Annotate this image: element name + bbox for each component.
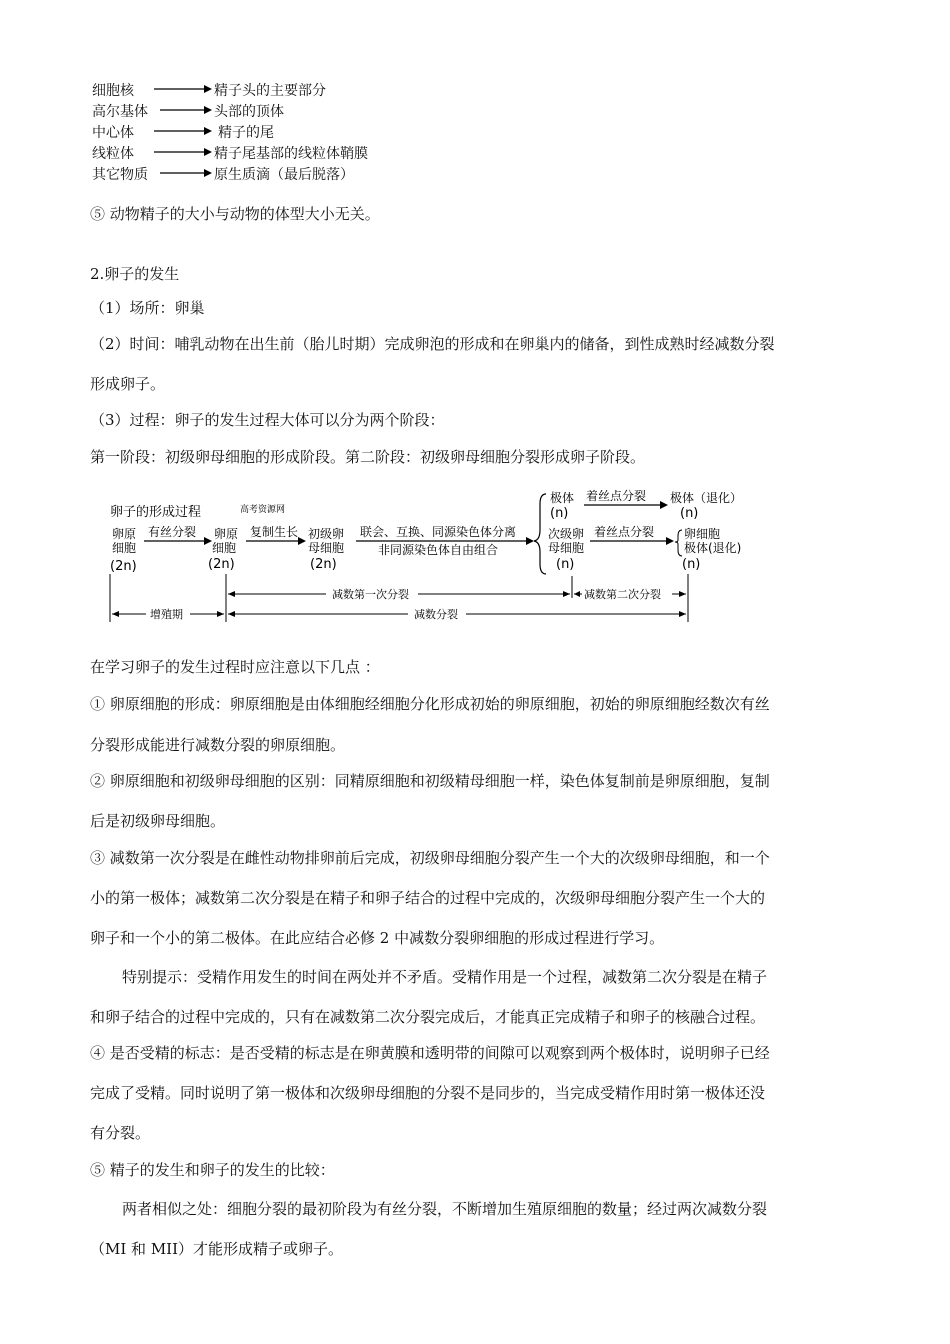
primary-oocyte-label-a: 初级卵: [308, 527, 345, 541]
proliferation-label: 增殖期: [150, 608, 183, 621]
arrow-icon: [158, 101, 212, 117]
oogonium1-label-a: 卵原: [112, 527, 137, 541]
section2-heading: 2.卵子的发生: [90, 265, 180, 283]
arrow-icon: [666, 537, 674, 545]
watermark-text: 高考资源网: [240, 505, 286, 515]
branch-brace: [534, 494, 546, 574]
item2-time-line1: （2）时间：哺乳动物在出生前（胎儿时期）完成卵泡的形成和在卵巢内的储备，到性成熟时经减数分裂: [90, 335, 775, 353]
mapping-target: 精子尾基部的线粒体鞘膜: [214, 146, 368, 162]
meiosis1-top-label: 联会、互换、同源染色体分离: [360, 525, 517, 539]
mapping-target: 精子头的主要部分: [214, 83, 326, 99]
note4-line3: 有分裂。: [90, 1124, 151, 1142]
oogonium2-label-b: 细胞: [212, 541, 237, 555]
oogonium1-label-b: 细胞: [112, 541, 137, 555]
mapping-source: 中心体: [92, 125, 134, 141]
mapping-target: 原生质滴（最后脱落）: [214, 167, 354, 183]
growth-label: 复制生长: [250, 525, 299, 539]
notes-intro: 在学习卵子的发生过程时应注意以下几点 ：: [90, 658, 380, 676]
result-brace: [675, 530, 682, 556]
arrow-icon: [526, 537, 534, 545]
oogonium2-label-a: 卵原: [214, 527, 239, 541]
two-stages: 第一阶段：初级卵母细胞的形成阶段。第二阶段：初级卵母细胞分裂形成卵子阶段。: [90, 448, 646, 466]
arrow-icon: [152, 122, 212, 138]
similarity-line1: 两者相似之处：细胞分裂的最初阶段为有丝分裂，不断增加生殖原细胞的数量；经过两次减数分裂: [122, 1200, 768, 1218]
meiosis-label: 减数分裂: [414, 608, 458, 621]
primary-oocyte-label-b: 母细胞: [308, 541, 345, 555]
mapping-target: 头部的顶体: [214, 104, 284, 120]
mapping-target: 精子的尾: [218, 125, 274, 141]
item3-process: （3）过程：卵子的发生过程大体可以分为两个阶段：: [90, 411, 445, 429]
secondary-oocyte-label-b: 母细胞: [548, 541, 585, 555]
note3-line1: ③ 减数第一次分裂是在雌性动物排卵前后完成，初级卵母细胞分裂产生一个大的次级卵母细胞，和一个: [90, 849, 770, 867]
centromere-split-label-1: 着丝点分裂: [586, 489, 647, 503]
note4-line2: 完成了受精。同时说明了第一极体和次级卵母细胞的分裂不是同步的，当完成受精作用时第一极体还没: [90, 1084, 766, 1102]
egg-ploidy: (n): [682, 557, 701, 572]
item1-location: （1）场所：卵巢: [90, 299, 205, 317]
oogonium2-ploidy: (2n): [208, 557, 235, 572]
arrow-icon: [298, 537, 306, 545]
note2-line1: ② 卵原细胞和初级卵母细胞的区别：同精原细胞和初级精母细胞一样，染色体复制前是卵原细胞，复制: [90, 772, 770, 790]
secondary-oocyte-label-a: 次级卵: [548, 527, 585, 541]
note4-line1: ④ 是否受精的标志：是否受精的标志是在卵黄膜和透明带的间隙可以观察到两个极体时，说明卵子已经: [90, 1044, 770, 1062]
polar-body-ploidy: (n): [550, 506, 569, 521]
note3-line2: 小的第一极体；减数第二次分裂是在精子和卵子结合的过程中完成的，次级卵母细胞分裂产生一个大的: [90, 889, 766, 907]
centromere-split-label-2: 着丝点分裂: [594, 525, 655, 539]
oogonium1-ploidy: (2n): [110, 559, 137, 574]
polar-degenerate-label-2: 极体(退化): [684, 541, 742, 555]
note1-line2: 分裂形成能进行减数分裂的卵原细胞。: [90, 736, 346, 754]
arrow-icon: [152, 80, 212, 96]
note3-line3: 卵子和一个小的第二极体。在此应结合必修 2 中减数分裂卵细胞的形成过程进行学习。: [90, 929, 665, 947]
secondary-oocyte-ploidy: (n): [556, 557, 575, 572]
special-tip-line1: 特别提示：受精作用发生的时间在两处并不矛盾。受精作用是一个过程，减数第二次分裂是在精子: [122, 968, 768, 986]
mitosis-label: 有丝分裂: [148, 525, 197, 539]
note5-comparison: ⑤ 精子的发生和卵子的发生的比较：: [90, 1161, 335, 1179]
similarity-line2: （MI 和 MII）才能形成精子或卵子。: [90, 1240, 344, 1258]
polar-body-label: 极体: [550, 491, 575, 505]
polar-degenerate-ploidy: (n): [680, 506, 699, 521]
meiosis-second-division-label: 减数第二次分裂: [584, 588, 661, 601]
special-tip-line2: 和卵子结合的过程中完成的，只有在减数第二次分裂完成后，才能真正完成精子和卵子的核融合过程。: [90, 1008, 766, 1026]
arrow-icon: [660, 501, 668, 509]
item2-time-line2: 形成卵子。: [90, 375, 166, 393]
mapping-source: 其它物质: [92, 167, 148, 183]
polar-degenerate-label-1: 极体（退化）: [670, 491, 743, 505]
arrow-icon: [152, 143, 212, 159]
oogenesis-diagram: [100, 484, 760, 630]
mapping-source: 高尔基体: [92, 104, 148, 120]
egg-label: 卵细胞: [684, 527, 721, 541]
mapping-source: 线粒体: [92, 146, 134, 162]
meiosis-first-division-label: 减数第一次分裂: [332, 588, 409, 601]
meiosis1-bottom-label: 非同源染色体自由组合: [378, 543, 499, 557]
arrow-icon: [204, 537, 212, 545]
mapping-source: 细胞核: [92, 83, 134, 99]
note2-line2: 后是初级卵母细胞。: [90, 812, 226, 830]
arrow-icon: [158, 164, 212, 180]
point5-sperm-size: ⑤ 动物精子的大小与动物的体型大小无关。: [90, 205, 380, 223]
note1-line1: ① 卵原细胞的形成：卵原细胞是由体细胞经细胞分化形成初始的卵原细胞，初始的卵原细胞经数次有丝: [90, 695, 770, 713]
primary-oocyte-ploidy: (2n): [310, 557, 337, 572]
diagram-title: 卵子的形成过程: [110, 505, 202, 520]
